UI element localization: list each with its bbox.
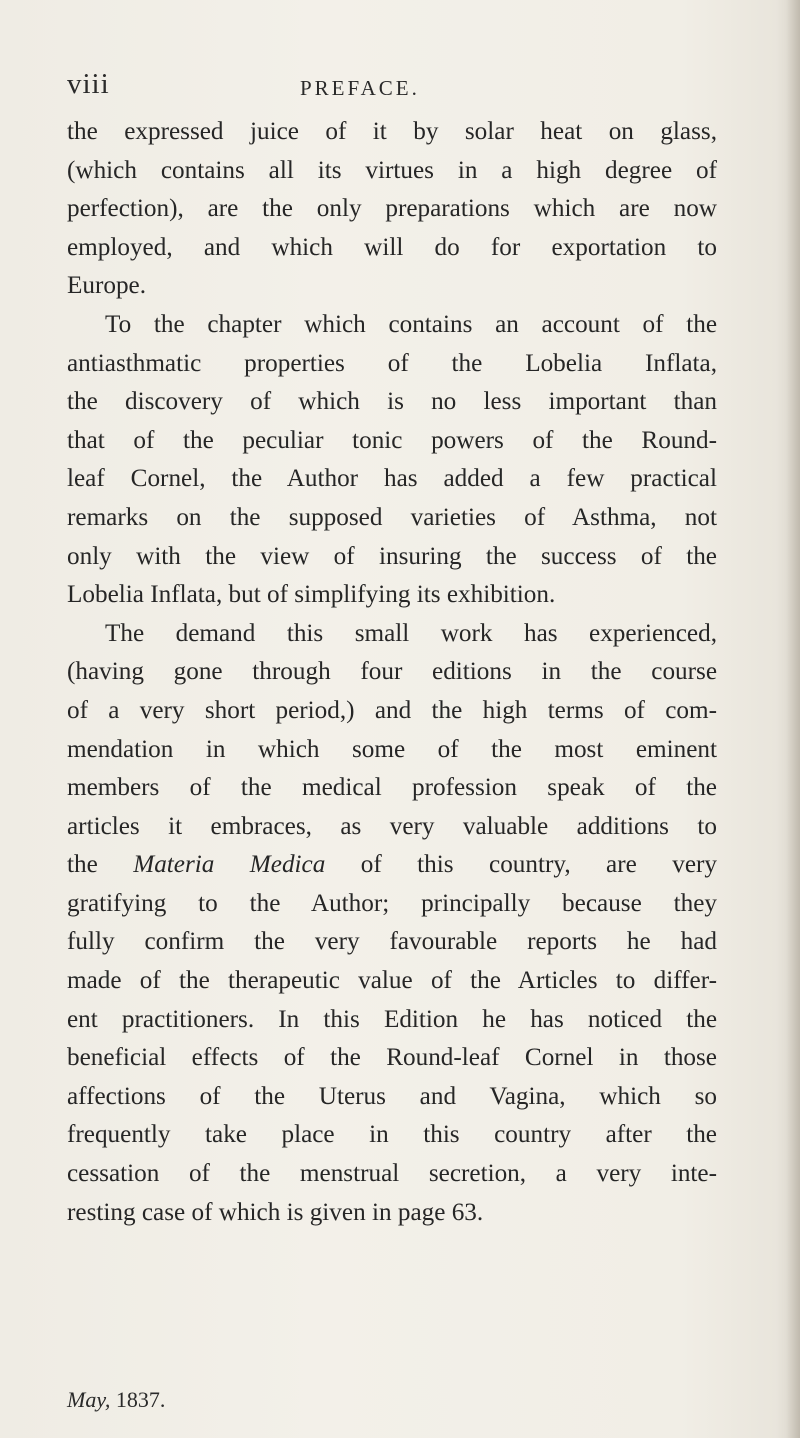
preface-text bbox=[67, 113, 717, 1232]
text-line: (which contains all its virtues in a high degree of bbox=[67, 156, 717, 184]
paragraph-start-line: The demand this small work has experienced, bbox=[105, 619, 717, 647]
text-line: leaf Cornel, the Author has added a few practical bbox=[67, 465, 717, 493]
signoff-month: May, bbox=[67, 1387, 111, 1412]
paragraph-start-line: To the chapter which contains an account of the bbox=[105, 310, 717, 338]
text-line: Europe. bbox=[67, 272, 147, 300]
text-line: (having gone through four editions in the course bbox=[67, 658, 717, 686]
text-line: articles it embraces, as very valuable additions to bbox=[67, 812, 717, 840]
running-head: PREFACE. bbox=[300, 76, 420, 100]
text-line: the discovery of which is no less important than bbox=[67, 388, 717, 416]
text-fragment: of this country, are very bbox=[360, 851, 717, 879]
text-line-with-italic bbox=[67, 846, 717, 885]
page-edge-shadow bbox=[786, 0, 800, 1438]
signoff-date bbox=[67, 1387, 165, 1413]
text-line: of a very short period,) and the high terms of com- bbox=[67, 696, 717, 724]
text-line: fully confirm the very favourable reports he had bbox=[67, 928, 717, 956]
signoff-year: 1837. bbox=[115, 1387, 166, 1412]
page-number: viii bbox=[67, 68, 110, 100]
text-line: made of the therapeutic value of the Articles to differ- bbox=[67, 967, 717, 995]
text-line: the expressed juice of it by solar heat on glass, bbox=[67, 118, 717, 145]
text-line: gratifying to the Author; principally because they bbox=[67, 889, 717, 917]
text-line: only with the view of insuring the success of the bbox=[67, 542, 717, 570]
text-fragment: the bbox=[67, 851, 98, 879]
page-header bbox=[0, 68, 800, 108]
text-line: mendation in which some of the most eminent bbox=[67, 735, 717, 763]
text-line: members of the medical profession speak of the bbox=[67, 774, 717, 802]
text-line: Lobelia Inflata, but of simplifying its exhibition. bbox=[67, 581, 556, 609]
text-line: affections of the Uterus and Vagina, which so bbox=[67, 1082, 717, 1110]
text-line: employed, and which will do for exportation to bbox=[67, 233, 717, 261]
text-line: beneficial effects of the Round-leaf Cornel in those bbox=[67, 1044, 717, 1072]
text-line: remarks on the supposed varieties of Asthma, not bbox=[67, 503, 717, 531]
text-line: cessation of the menstrual secretion, a very inte- bbox=[67, 1160, 717, 1188]
text-line: antiasthmatic properties of the Lobelia Inflata, bbox=[67, 349, 717, 377]
text-line: that of the peculiar tonic powers of the Round- bbox=[67, 426, 717, 454]
italic-title-materia-medica: Materia Medica bbox=[133, 851, 326, 879]
text-line: frequently take place in this country after the bbox=[67, 1121, 717, 1149]
text-line: resting case of which is given in page 63. bbox=[67, 1198, 484, 1226]
text-line: ent practitioners. In this Edition he has noticed the bbox=[67, 1005, 717, 1033]
text-line: perfection), are the only preparations which are now bbox=[67, 195, 717, 223]
